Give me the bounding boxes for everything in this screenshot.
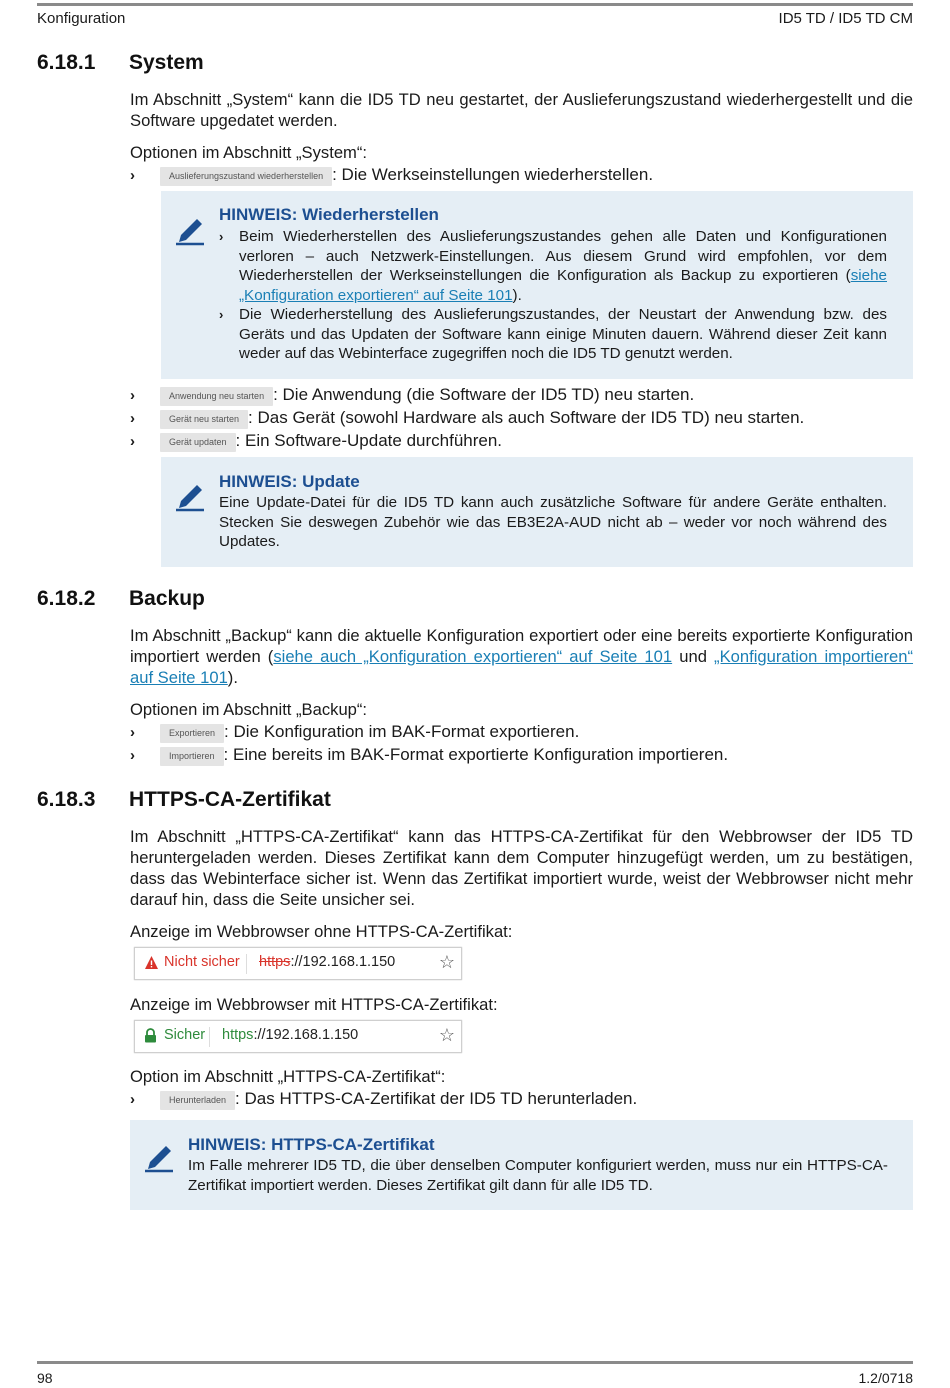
url-text: https://192.168.1.150 (222, 1027, 359, 1043)
option-update (130, 430, 502, 453)
system-options-intro-block (130, 142, 913, 163)
option-export (130, 721, 579, 744)
note-body: Eine Update-Datei für die ID5 TD kann auch zusätzliche Software für andere Geräte enthalten. Stecken Sie deswegen Zubehör wie das EB3E2A-AUD nicht ab – weder vor noch während des Updates. (219, 494, 887, 550)
option-description: : Die Werkseinstellungen wiederherstellen. (332, 165, 654, 184)
lock-icon (144, 1028, 157, 1043)
section-heading-system (37, 51, 204, 75)
update-device-button[interactable]: Gerät updaten (160, 433, 236, 452)
note-bullet: › Die Wiederherstellung des Auslieferungszustandes, der Neustart der Anwendung bzw. des Geräts und das Updaten der Software kann einige Minuten dauern. Während dieser Zeit kann weder auf das Webinterface zugegriffen noch die ID5 TD genutzt werden. (219, 306, 887, 362)
backup-options-intro-block (130, 699, 913, 720)
chevron-right-icon: › (130, 387, 135, 404)
note-title: HINWEIS: Wiederherstellen (219, 205, 439, 224)
address-bar-insecure (134, 947, 462, 980)
https-intro-block (130, 826, 913, 910)
option-description: : Eine bereits im BAK-Format exportierte Konfiguration importieren. (223, 745, 729, 764)
pencil-icon (173, 213, 207, 247)
section-number: 6.18.1 (37, 51, 96, 74)
without-cert-label-block (130, 921, 913, 942)
pencil-icon (173, 479, 207, 513)
security-status-text: Sicher (164, 1027, 206, 1043)
note-body (219, 227, 887, 364)
chevron-right-icon: › (130, 724, 135, 741)
note-title: HINWEIS: HTTPS-CA-Zertifikat (188, 1135, 435, 1154)
note-restore (161, 191, 913, 379)
link-export-config[interactable]: siehe auch „Konfiguration exportieren“ auf Seite 101 (273, 647, 673, 666)
option-restart-app (130, 384, 694, 407)
section-title: Backup (129, 587, 205, 610)
restart-device-button[interactable]: Gerät neu starten (160, 410, 248, 429)
restore-defaults-button[interactable]: Auslieferungszustand wiederherstellen (160, 167, 332, 186)
link-import-config[interactable]: „Konfiguration importieren“ auf Seite 101 (130, 647, 914, 687)
divider (209, 1027, 210, 1047)
header-chapter: Konfiguration (37, 10, 126, 27)
header-product: ID5 TD / ID5 TD CM (778, 10, 913, 27)
option-description: : Die Konfiguration im BAK-Format exportieren. (224, 722, 580, 741)
with-cert-label: Anzeige im Webbrowser mit HTTPS-CA-Zertifikat: (130, 995, 498, 1014)
option-description: : Das HTTPS-CA-Zertifikat der ID5 TD herunterladen. (235, 1089, 638, 1108)
backup-options-intro: Optionen im Abschnitt „Backup“: (130, 700, 368, 719)
bookmark-star-icon[interactable]: ☆ (438, 1025, 455, 1045)
warning-icon (144, 955, 159, 970)
note-body: Im Falle mehrerer ID5 TD, die über denselben Computer konfiguriert werden, muss nur ein HTTPS-CA-Zertifikat importiert werden. Dieses Zertifikat gilt dann für alle ID5 TD. (188, 1157, 888, 1194)
footer-rule (37, 1361, 913, 1364)
system-intro-block (130, 89, 913, 131)
chevron-right-icon: › (130, 433, 135, 450)
section-title: System (129, 51, 204, 74)
note-https (130, 1120, 913, 1210)
section-number: 6.18.2 (37, 587, 96, 610)
note-title: HINWEIS: Update (219, 472, 360, 491)
note-update (161, 457, 913, 567)
header-rule (37, 3, 913, 6)
option-import (130, 744, 728, 767)
section-title: HTTPS-CA-Zertifikat (129, 788, 331, 811)
chevron-right-icon: › (130, 167, 135, 184)
without-cert-label: Anzeige im Webbrowser ohne HTTPS-CA-Zertifikat: (130, 922, 513, 941)
system-options-intro: Optionen im Abschnitt „System“: (130, 143, 368, 162)
pencil-icon (142, 1140, 176, 1174)
https-intro: Im Abschnitt „HTTPS-CA-Zertifikat“ kann das HTTPS-CA-Zertifikat für den Webbrowser der ID5 TD heruntergeladen werden. Dieses Zertifikat kann dem Computer hinzugefügt werden, um zu bestätigen, dass das Webinterface sicher ist. Wenn das Zertifikat importiert wurde, weist der Webbrowser nicht mehr darauf hin, dass die Seite unsicher sei. (130, 827, 913, 909)
chevron-right-icon: › (219, 229, 224, 244)
https-option-intro: Option im Abschnitt „HTTPS-CA-Zertifikat“: (130, 1067, 446, 1086)
option-description: : Ein Software-Update durchführen. (235, 431, 503, 450)
system-intro: Im Abschnitt „System“ kann die ID5 TD neu gestartet, der Auslieferungszustand wiederhergestellt und die Software upgedatet werden. (130, 90, 913, 130)
import-button[interactable]: Importieren (160, 747, 224, 766)
note-bullet: › Beim Wiederherstellen des Auslieferungszustandes gehen alle Daten und Konfigurationen verloren – auch Netzwerk-Einstellungen. Aus diesem Grund wird empfohlen, vor dem Wiederherstellen der Werkseinstellungen die Konfiguration als Backup zu exportieren (siehe „Konfiguration exportieren“ auf Seite 101). (219, 228, 887, 304)
security-status-text: Nicht sicher (164, 954, 240, 970)
option-restart-device (130, 407, 804, 430)
https-option-intro-block (130, 1066, 913, 1087)
divider (246, 954, 247, 974)
section-number: 6.18.3 (37, 788, 96, 811)
address-bar-secure (134, 1020, 462, 1053)
export-button[interactable]: Exportieren (160, 724, 224, 743)
backup-intro: Im Abschnitt „Backup“ kann die aktuelle Konfiguration exportiert oder eine bereits exportierte Konfiguration importiert werden (siehe auch „Konfiguration exportieren“ auf Seite 101 und „Konfiguration importieren“ auf Seite 101). (130, 626, 914, 687)
section-heading-https (37, 788, 331, 812)
option-download (130, 1088, 637, 1111)
option-restore (130, 164, 653, 187)
url-text: https://192.168.1.150 (259, 954, 396, 970)
chevron-right-icon: › (130, 747, 135, 764)
page-number: 98 (37, 1370, 53, 1386)
backup-intro-block (130, 625, 913, 688)
bookmark-star-icon[interactable]: ☆ (438, 952, 455, 972)
option-description: : Das Gerät (sowohl Hardware als auch Software der ID5 TD) neu starten. (248, 408, 805, 427)
option-description: : Die Anwendung (die Software der ID5 TD) neu starten. (273, 385, 695, 404)
chevron-right-icon: › (130, 1091, 135, 1108)
chevron-right-icon: › (219, 307, 224, 322)
section-heading-backup (37, 587, 205, 611)
download-button[interactable]: Herunterladen (160, 1091, 235, 1110)
chevron-right-icon: › (130, 410, 135, 427)
restart-app-button[interactable]: Anwendung neu starten (160, 387, 273, 406)
with-cert-label-block (130, 994, 913, 1015)
link-export-config[interactable]: siehe „Konfiguration exportieren“ auf Seite 101 (239, 267, 887, 304)
document-version: 1.2/0718 (858, 1370, 913, 1386)
